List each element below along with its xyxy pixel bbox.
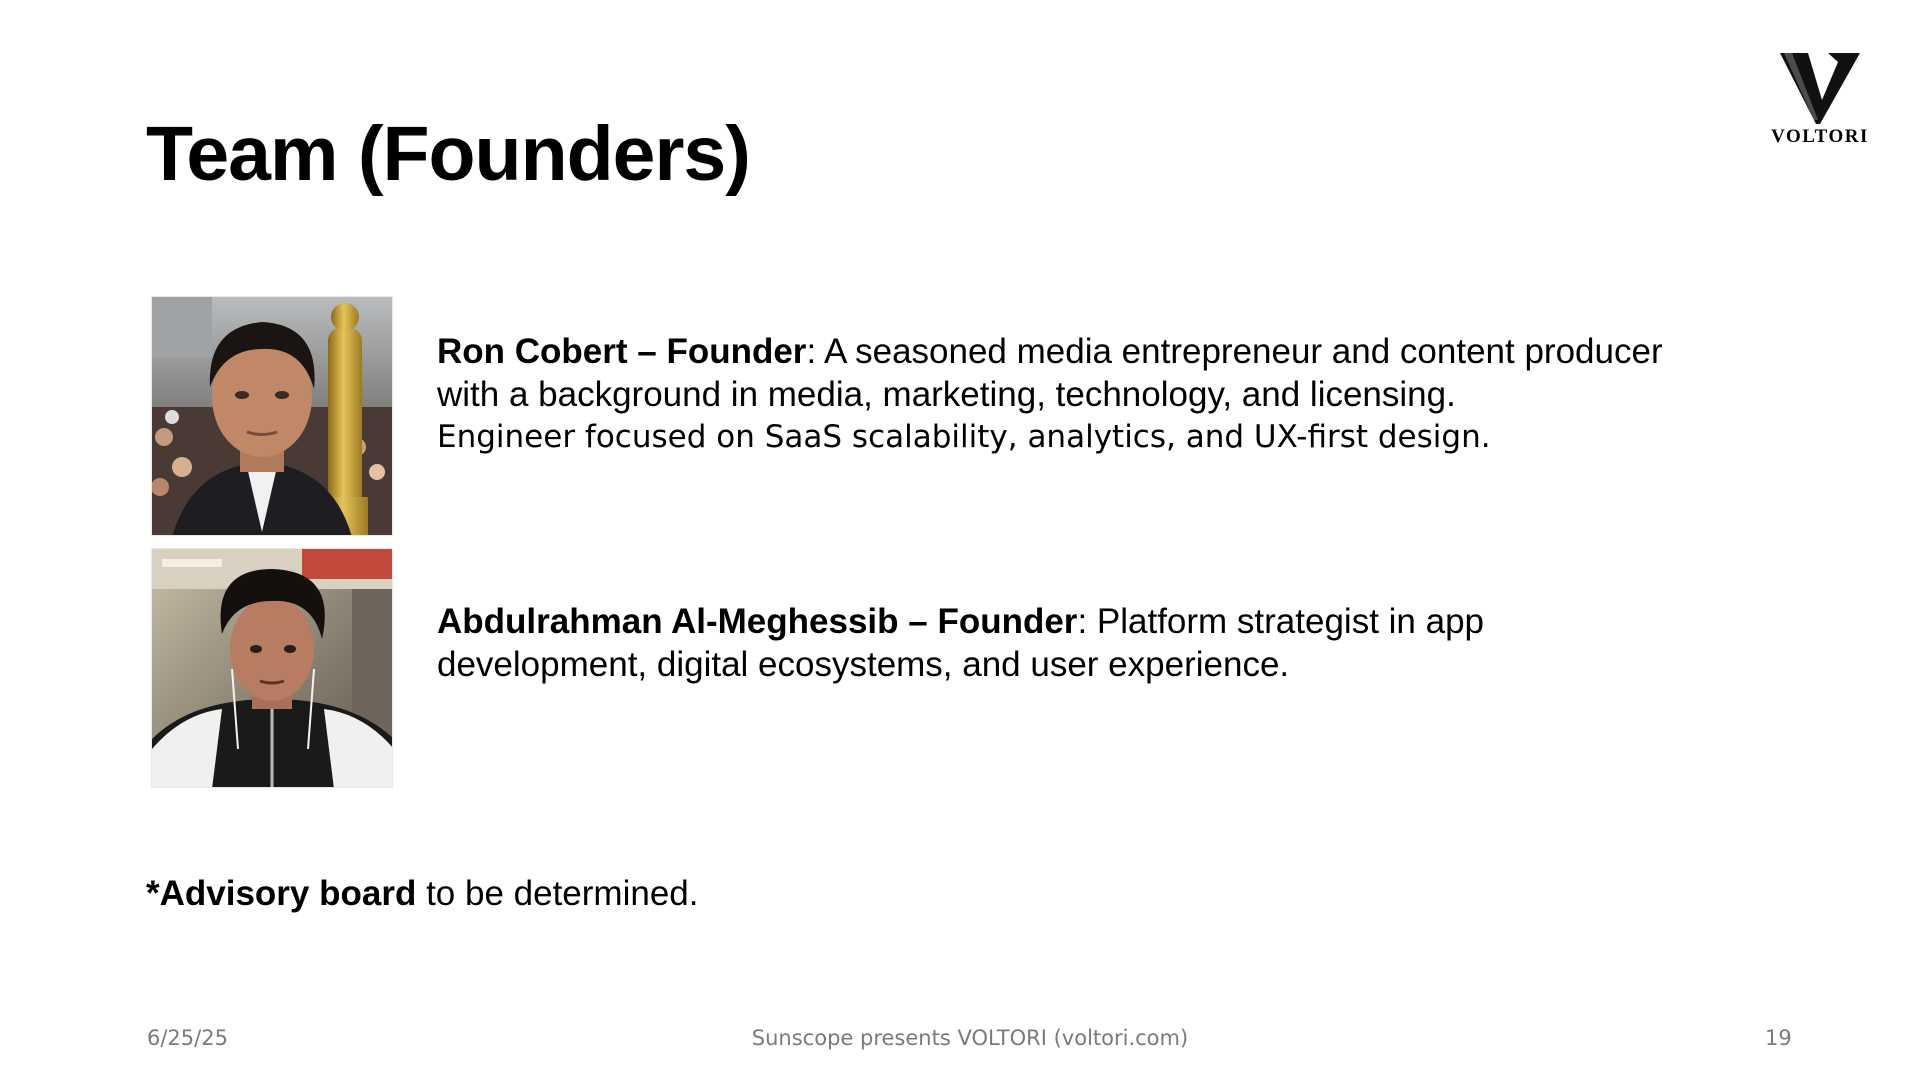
voltori-logo	[1768, 50, 1872, 150]
slide-title: Team (Founders)	[146, 111, 750, 197]
founder-separator: :	[1077, 602, 1088, 641]
footer-date: 6/25/25	[147, 1026, 228, 1050]
voltori-v-logo-icon	[1768, 50, 1872, 126]
advisory-board-note	[146, 872, 698, 915]
advisory-bold: *Advisory board	[146, 874, 417, 913]
founder-separator: :	[806, 332, 817, 371]
founder-description: A seasoned media entrepreneur and content producer with a background in media, marketing, technology, and licensing.	[437, 332, 1663, 414]
ron-cobert-photo	[151, 296, 393, 536]
founder-name-role: Abdulrahman Al-Meghessib – Founder	[437, 602, 1078, 641]
voltori-wordmark: VOLTORI	[1771, 126, 1869, 147]
abdulrahman-al-meghessib-photo	[151, 548, 393, 788]
footer-center-text: Sunscope presents VOLTORI (voltori.com)	[751, 1026, 1189, 1050]
founder-description: Platform strategist in app development, digital ecosystems, and user experience.	[437, 602, 1485, 684]
founder-bio-ron-cobert	[437, 330, 1687, 459]
slide-page-number: 19	[1765, 1026, 1792, 1050]
founder-name-role: Ron Cobert – Founder	[437, 332, 807, 371]
advisory-rest: to be determined.	[416, 874, 699, 913]
founder-extra-note: Engineer focused on SaaS scalability, analytics, and UX-first design.	[437, 419, 1491, 455]
founder-bio-abdulrahman-al-meghessib	[437, 600, 1687, 686]
